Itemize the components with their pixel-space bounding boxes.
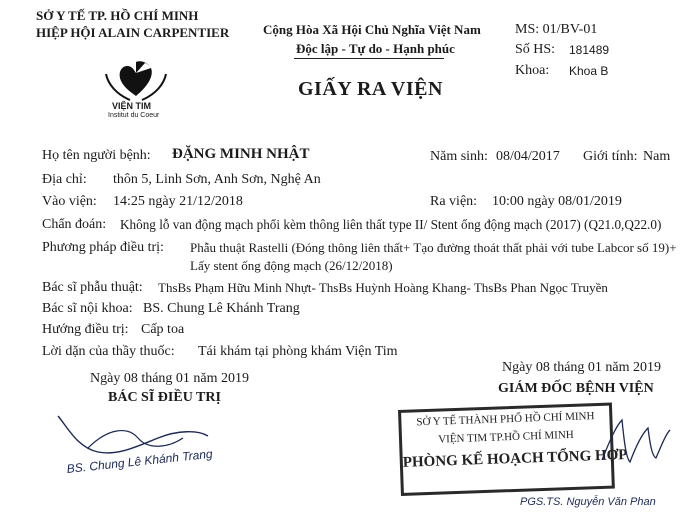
doctor-advice-label: Lời dặn của thầy thuốc: (42, 344, 175, 359)
director-signature (596, 410, 676, 480)
stamp-line-1: SỞ Y TẾ THÀNH PHỐ HỒ CHÍ MINH (416, 410, 595, 429)
treatment-direction-label: Hướng điều trị: (42, 322, 129, 337)
logo-text: VIỆN TIM (112, 101, 152, 111)
treatment-method-label: Phương pháp điều trị: (42, 240, 164, 255)
admission-label: Vào viện: (42, 194, 97, 209)
department-label: Khoa: (515, 63, 550, 78)
diagnosis-value: Không lỗ van động mạch phổi kèm thông liên thất type II/ Stent ống động mạch (2017) (Q21.0,Q22.0) (120, 217, 662, 232)
attending-doctor-name: BS. Chung Lê Khánh Trang (66, 446, 214, 476)
logo-subtext: Institut du Coeur (108, 112, 160, 119)
director-title: GIÁM ĐỐC BỆNH VIỆN (498, 381, 654, 396)
birth-year-value: 08/04/2017 (496, 149, 560, 164)
treatment-direction-value: Cấp toa (141, 322, 185, 337)
record-number-value: 181489 (569, 43, 610, 57)
association-name: HIỆP HỘI ALAIN CARPENTIER (36, 25, 230, 40)
sex-value: Nam (643, 149, 671, 164)
left-signature-date: Ngày 08 tháng 01 năm 2019 (90, 371, 250, 386)
internist-label: Bác sĩ nội khoa: (42, 301, 133, 316)
stamp-line-3: PHÒNG KẾ HOẠCH TỔNG HỢP (402, 447, 628, 471)
vien-tim-logo (96, 56, 176, 126)
discharge-value: 10:00 ngày 08/01/2019 (492, 194, 622, 209)
record-number-label: Số HS: (515, 42, 556, 57)
address-value: thôn 5, Linh Sơn, Anh Sơn, Nghệ An (113, 172, 321, 187)
address-label: Địa chỉ: (42, 172, 87, 187)
surgeon-value: ThsBs Phạm Hữu Minh Nhựt- ThsBs Huỳnh Hoàng Khang- ThsBs Phan Ngọc Truyền (158, 280, 608, 295)
treatment-method-value-2: Lấy stent ống động mạch (26/12/2018) (190, 258, 393, 273)
attending-doctor-title: BÁC SĨ ĐIỀU TRỊ (108, 390, 221, 405)
motto-underline (294, 58, 444, 59)
right-signature-date: Ngày 08 tháng 01 năm 2019 (502, 360, 662, 375)
birth-year-label: Năm sinh: (430, 149, 488, 164)
sex-label: Giới tính: (583, 149, 638, 164)
department-value: Khoa B (569, 64, 609, 78)
director-name: PGS.TS. Nguyễn Văn Phan (520, 496, 656, 508)
admission-value: 14:25 ngày 21/12/2018 (113, 194, 243, 209)
heart-hands-icon (96, 56, 176, 104)
internist-value: BS. Chung Lê Khánh Trang (143, 301, 300, 316)
department-stamp (398, 403, 628, 496)
discharge-label: Ra viện: (430, 194, 478, 209)
ministry-name: SỞ Y TẾ TP. HỒ CHÍ MINH (36, 8, 199, 23)
treatment-method-value-1: Phẫu thuật Rastelli (Đóng thông liên thất+ Tạo đường thoát thất phải với tube Labcor số 19)+ (190, 240, 677, 255)
document-title: GIẤY RA VIỆN (298, 78, 443, 100)
republic-name: Cộng Hòa Xã Hội Chủ Nghĩa Việt Nam (263, 22, 481, 37)
patient-name-label: Họ tên người bệnh: (42, 148, 151, 163)
national-motto: Độc lập - Tự do - Hạnh phúc (296, 41, 455, 56)
doctor-advice-value: Tái khám tại phòng khám Viện Tim (198, 344, 398, 359)
diagnosis-label: Chẩn đoán: (42, 217, 107, 232)
stamp-line-2: VIỆN TIM TP.HỒ CHÍ MINH (438, 428, 574, 446)
form-code: MS: 01/BV-01 (515, 22, 598, 37)
patient-name-value: ĐẶNG MINH NHẬT (172, 146, 310, 162)
surgeon-label: Bác sĩ phẫu thuật: (42, 280, 143, 295)
